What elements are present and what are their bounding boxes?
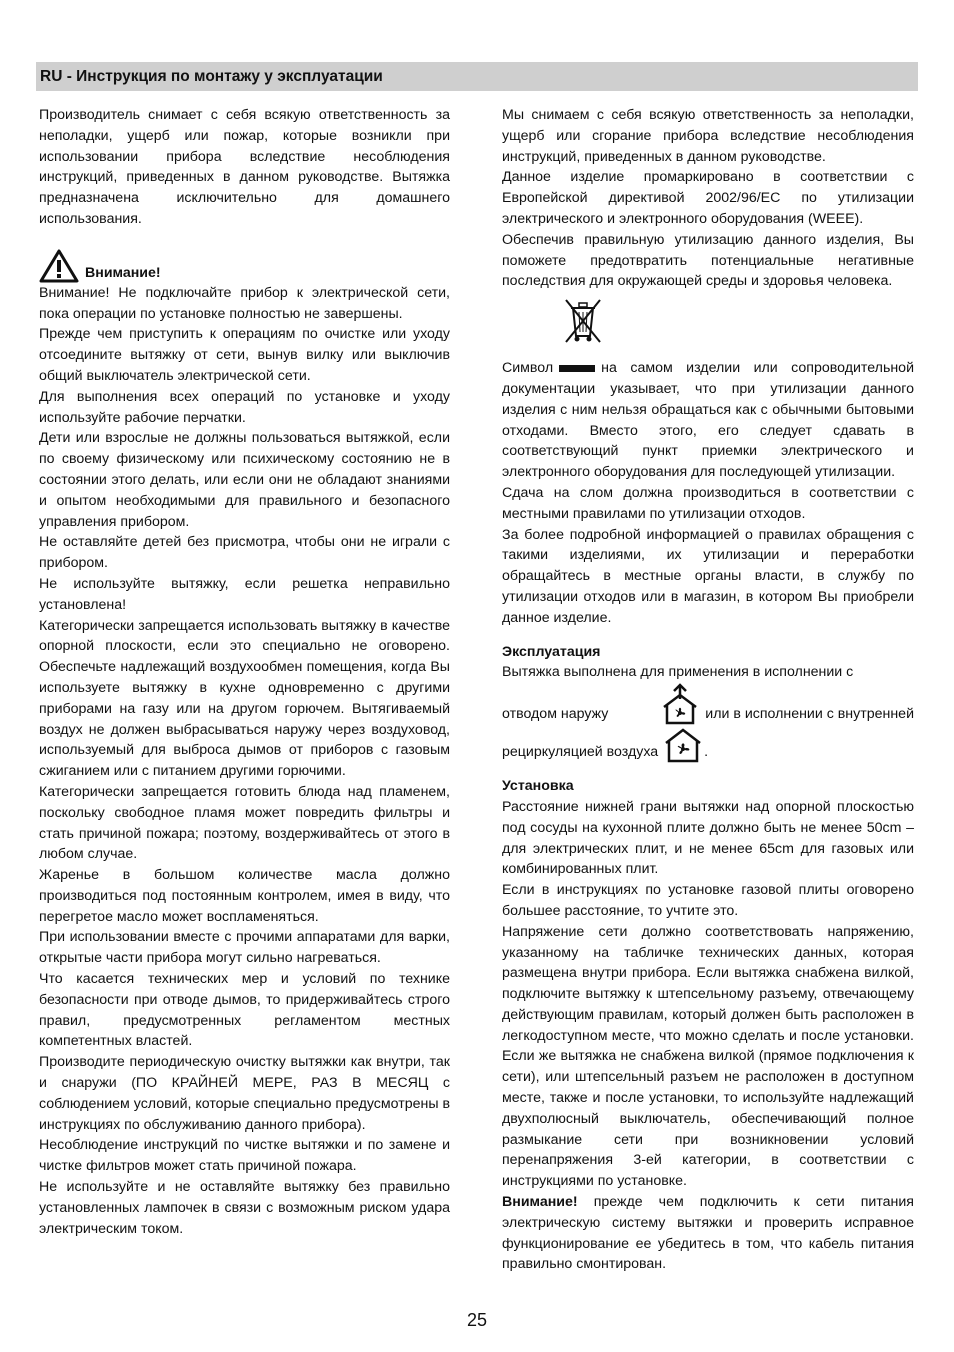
left-paragraph: Не используйте вытяжку, если решетка неправильно установлена!	[39, 575, 450, 613]
recirculation-icon	[664, 727, 702, 763]
weee-symbol-area	[502, 292, 914, 358]
warning-label: Внимание!	[85, 264, 161, 281]
final-warning-text: прежде чем подключить к сети питания электрическую систему вытяжки и проверить исправное функционирование ее убедитесь в том, что кабель питания правильно смонтирован.	[502, 1194, 914, 1273]
duct-text-after: или в исполнении с внутренней	[705, 706, 914, 723]
operation-line: Вытяжка выполнена для применения в исполнении с	[502, 664, 854, 681]
page-number: 25	[466, 1310, 488, 1330]
left-paragraph: Что касается технических мер и условий по технике безопасности при отводе дымов, то придерживайтесь строго правил, предусмотренных регламентом местных компетентных властей.	[39, 971, 450, 1050]
left-paragraph: Для выполнения всех операций по установке и уходу используйте рабочие перчатки.	[39, 388, 450, 426]
right-paragraph: Данное изделие промаркировано в соответствии с Европейской директивой 2002/96/EC по утилизации электрического и электронного оборудования (WEEE).	[502, 169, 914, 227]
ducted-extraction-icon	[661, 683, 699, 725]
duct-text-before: отводом наружу	[502, 706, 609, 723]
right-column	[502, 105, 914, 1275]
left-paragraph: Не оставляйте детей без присмотра, чтобы они не играли с прибором.	[39, 534, 450, 572]
operation-duct-line	[502, 683, 914, 725]
left-paragraph: Категорически запрещается использовать вытяжку в качестве опорной плоскости, если это специально не оговорено. Обеспечьте надлежащий воздухообмен помещения, когда Вы используете вытяжку в кухне одновременно с другими приборами на газу или на другом горючем. Вытягиваемый воздух не должен выбрасываться наружу через воздуховод, используемый для выброса дымов от приборов с газовым сжиганием или с питанием другими горючими.	[39, 617, 450, 780]
crossed-bin-icon	[562, 296, 604, 344]
recirc-end: .	[704, 744, 709, 761]
warning-triangle-icon	[39, 249, 79, 283]
install-paragraph: Напряжение сети должно соответствовать напряжению, указанному на табличке технических данных, которая размещена внутри прибора. Если вытяжка снабжена вилкой, подключите вытяжку к штепсельному разъему, отвечающему действующим правилам, который должен быть расположен в легкодоступном месте, что можно сделать и после установки. Если же вытяжка не снабжена вилкой (прямое подключения к сети), или штепсельный разъем не расположен в доступном месте, также и после установки, то используйте надлежащий двухполюсный выключатель, обеспечивающий полное размыкание сети при возникновении условий перенапряжения 3-ей категории, в соответствии с инструкциями по установке.	[502, 923, 914, 1190]
operation-recirc-line	[502, 727, 914, 763]
left-paragraph: Производите периодическую очистку вытяжки как внутри, так и снаружи (ПО КРАЙНЕЙ МЕРЕ, РАЗ В МЕСЯЦ с соблюдением условий, которые специально предусмотрены в инструкциях по обслуживанию данного прибора).	[39, 1054, 450, 1133]
left-paragraph: При использовании вместе с прочими аппаратами для варки, открытые части прибора могут сильно нагреваться.	[39, 929, 450, 967]
install-paragraph: Если в инструкциях по установке газовой плиты оговорено большее расстояние, то учтите это.	[502, 882, 914, 919]
symbol-word: Символ	[502, 360, 554, 377]
left-paragraph: Внимание! Не подключайте прибор к электрической сети, пока операции по установке полностью не завершены.	[39, 284, 450, 322]
section-title: RU - Инструкция по монтажу у эксплуатации	[40, 68, 383, 85]
left-paragraph: Дети или взрослые не должны пользоваться вытяжкой, если по своему физическому или психическому состоянию не в состоянии этого делать, или если они не обладают знаниями и опытом необходимыми для правильного и безопасного управления прибором.	[39, 430, 450, 530]
install-heading: Установка	[502, 778, 574, 795]
warning-heading	[39, 249, 450, 283]
symbol-text: на самом изделии или сопроводительной документации указывает, что при утилизации данного изделия с ним нельзя обращаться как с обычными бытовыми отходами. Вместо этого, его следует сдавать в соответствующий пункт приемки электрического и электронного оборудования для последующей утилизации.	[502, 360, 914, 481]
right-paragraph: За более подробной информацией о правилах обращения с такими изделиями, их утилизации и переработки обращайтесь в местные органы власти, в службу по утилизации отходов или в магазин, в котором Вы приобрели данное изделие.	[502, 526, 914, 626]
left-paragraph: Не используйте и не оставляйте вытяжку без правильно установленных лампочек в связи с возможным риском удара электрическим током.	[39, 1179, 450, 1237]
left-paragraph: Прежде чем приступить к операциям по очистке или уходу отсоедините вытяжку от сети, вынув вилку или выключив общий выключатель электрической сети.	[39, 326, 450, 384]
symbol-paragraph	[502, 358, 914, 483]
black-bar-icon	[559, 365, 595, 372]
install-paragraph: Расстояние нижней грани вытяжки над опорной плоскостью под сосуды на кухонной плите должно быть не менее 50cm – для электрических плит, и не менее 65cm для газовых или комбинированных плит.	[502, 798, 914, 878]
left-paragraph: Категорически запрещается готовить блюда над пламенем, поскольку свободное пламя может повредить фильтры и стать причиной пожара; поэтому, воздерживайтесь от этого в любом случае.	[39, 783, 450, 863]
right-paragraph: Обеспечив правильную утилизацию данного изделия, Вы поможете предотвратить потенциальные негативные последствия для окружающей среды и здоровья человека.	[502, 231, 914, 290]
recirc-text: рециркуляцией воздуха	[502, 744, 659, 761]
operation-heading: Эксплуатация	[502, 643, 601, 660]
final-warning-label: Внимание!	[502, 1194, 578, 1211]
intro-paragraph: Производитель снимает с себя всякую ответственность за неполадки, ущерб или пожар, которые возникли при использовании прибора вследствие несоблюдения инструкций, приведенных в данном руководстве. Вытяжка предназначена исключительно для домашнего использования.	[39, 107, 450, 227]
right-paragraph: Сдача на слом должна производиться в соответствии с местными правилами по утилизации отходов.	[502, 484, 914, 522]
left-paragraph: Жаренье в большом количестве масла должно производиться под постоянным контролем, имея в виду, что перегретое масло может воспламеняться.	[39, 867, 450, 925]
left-paragraph: Несоблюдение инструкций по чистке вытяжки и по замене и чистке фильтров может стать причиной пожара.	[39, 1137, 450, 1175]
header-bar	[36, 62, 918, 91]
right-paragraph: Мы снимаем с себя всякую ответственность за неполадки, ущерб или сгорание прибора вследствие несоблюдения инструкций, приведенных в данном руководстве.	[502, 107, 914, 165]
left-column	[39, 105, 450, 1239]
final-warning-paragraph	[502, 1192, 914, 1275]
